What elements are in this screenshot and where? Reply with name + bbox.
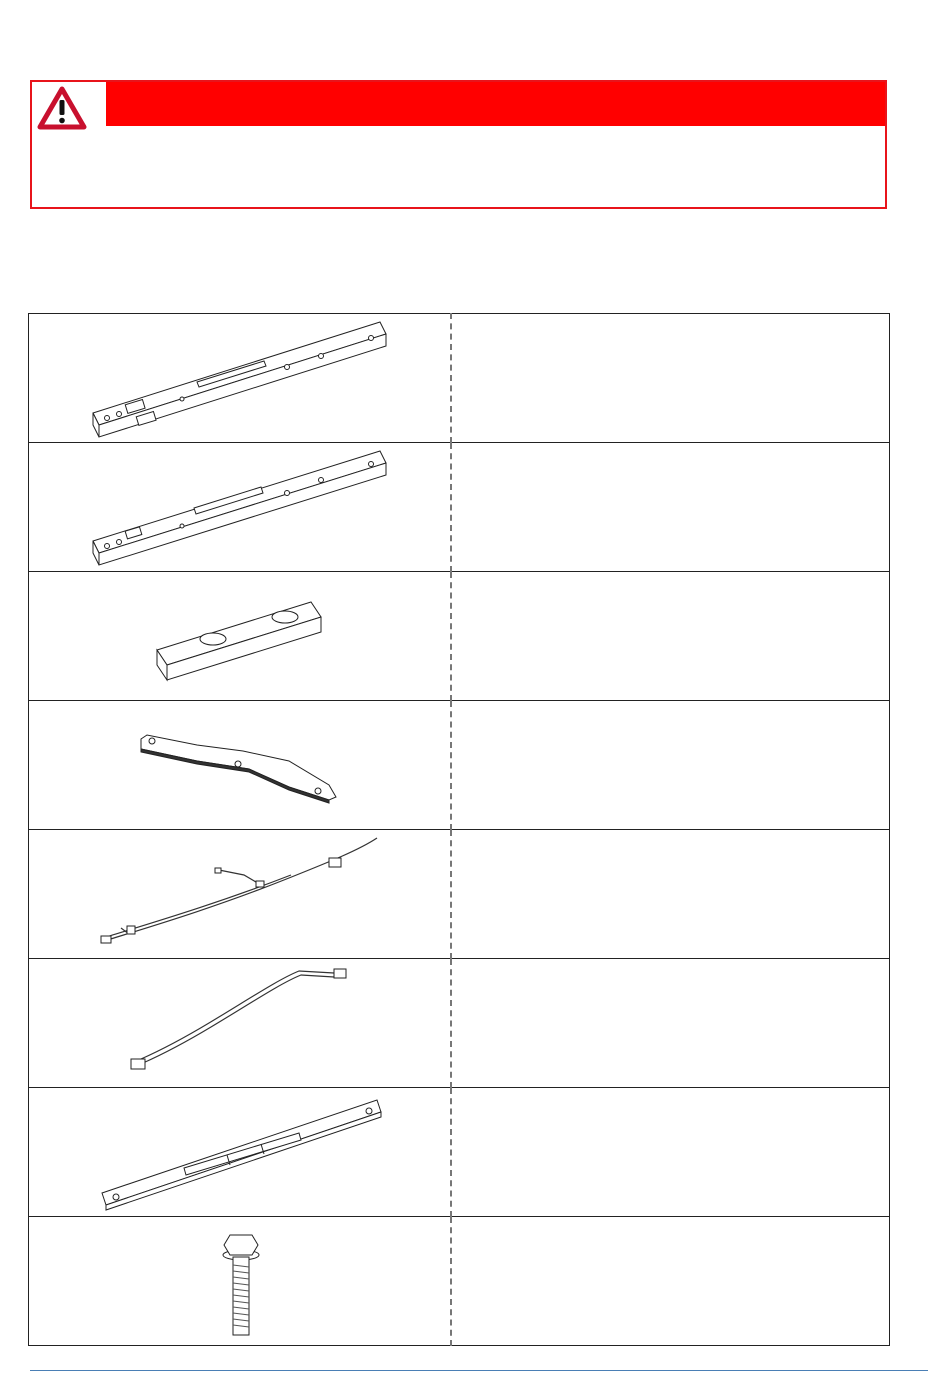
part-image-cell <box>29 959 452 1088</box>
part-image-cell <box>29 701 452 830</box>
part-image-cell <box>29 314 452 443</box>
warning-bar <box>106 82 885 126</box>
long-strike-plate-icon <box>29 443 450 571</box>
part-description-cell <box>451 314 890 443</box>
part-image-cell <box>29 830 452 959</box>
part-image-cell <box>29 572 452 701</box>
warning-box <box>30 80 887 209</box>
part-row <box>29 1217 890 1346</box>
part-row <box>29 314 890 443</box>
part-description-cell <box>451 830 890 959</box>
part-image-cell <box>29 443 452 572</box>
part-row <box>29 701 890 830</box>
part-row <box>29 830 890 959</box>
part-description-cell <box>451 959 890 1088</box>
footer-rule <box>30 1370 928 1371</box>
part-row <box>29 443 890 572</box>
warning-triangle-icon <box>37 86 87 130</box>
spacer-block-icon <box>29 572 450 700</box>
part-image-cell <box>29 1217 452 1346</box>
part-row <box>29 959 890 1088</box>
part-row <box>29 572 890 701</box>
shim-plate-icon <box>29 701 450 829</box>
part-description-cell <box>451 701 890 830</box>
part-image-cell <box>29 1088 452 1217</box>
part-description-cell <box>451 1088 890 1217</box>
part-description-cell <box>451 443 890 572</box>
parts-table <box>28 313 890 1346</box>
branched-cable-harness-icon <box>29 830 450 958</box>
hex-bolt-icon <box>29 1217 450 1345</box>
long-strike-plate-with-switch-icon <box>29 314 450 442</box>
cover-strip-icon <box>29 1088 450 1216</box>
part-row <box>29 1088 890 1217</box>
connector-cable-icon <box>29 959 450 1087</box>
part-description-cell <box>451 1217 890 1346</box>
part-description-cell <box>451 572 890 701</box>
